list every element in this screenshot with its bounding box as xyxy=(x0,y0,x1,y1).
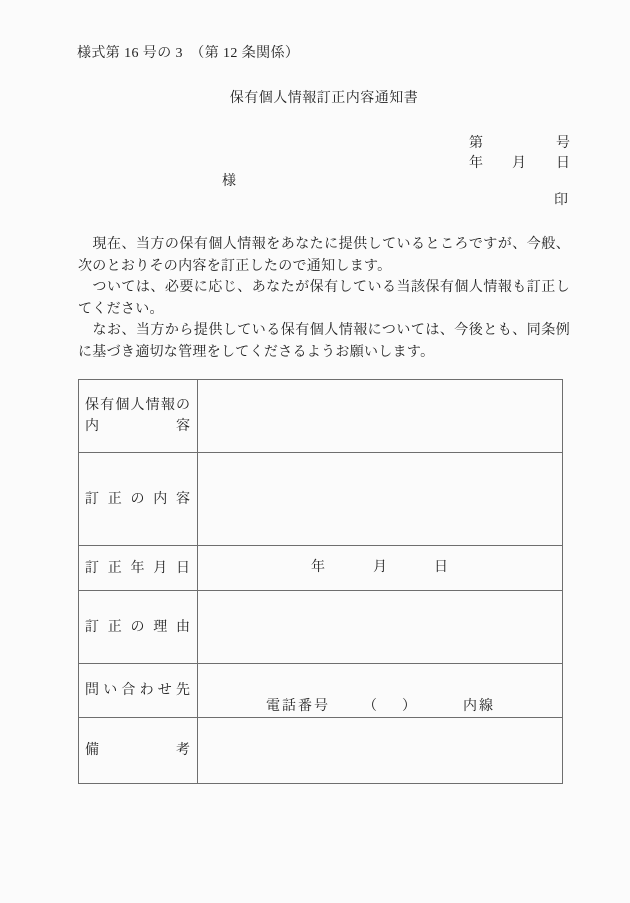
addressee-honorific: 様 xyxy=(222,174,236,189)
table-row-correction-reason xyxy=(79,591,563,664)
row-label: 備考 xyxy=(85,743,190,758)
paragraph-2: ついては、必要に応じ、あなたが保有している当該保有個人情報も訂正してください。 xyxy=(78,280,570,317)
row-label: 問い合わせ先 xyxy=(85,683,190,698)
row-label-cell xyxy=(79,664,198,718)
date-month-label: 月 xyxy=(512,156,526,171)
year-label: 年 xyxy=(311,560,325,575)
row-label-cell xyxy=(79,453,198,546)
form-number: 様式第 16 号の 3 （第 12 条関係） xyxy=(77,46,300,61)
table-row-remarks xyxy=(79,718,563,784)
table-row-correction-date xyxy=(79,546,563,591)
table-row-held-info-content xyxy=(79,380,563,453)
table-row-correction-content xyxy=(79,453,563,546)
day-label: 日 xyxy=(434,560,448,575)
row-label: 訂正の理由 xyxy=(85,619,190,635)
row-value-cell xyxy=(198,380,563,453)
row-label-cell xyxy=(79,718,198,784)
doc-number-suffix: 号 xyxy=(556,136,570,151)
phone-number-label: 電話番号 xyxy=(266,699,330,714)
month-label: 月 xyxy=(373,560,387,575)
row-label: 訂正年月日 xyxy=(85,560,190,576)
paren-open: （ xyxy=(363,699,377,714)
row-label-cell xyxy=(79,380,198,453)
paragraph-1: 現在、当方の保有個人情報をあなたに提供しているところですが、今般、次のとおりその内容を訂正したので通知します。 xyxy=(78,237,570,274)
row-value-cell xyxy=(198,546,563,591)
date-day-label: 日 xyxy=(556,156,570,171)
row-value-cell xyxy=(198,453,563,546)
extension-label: 内線 xyxy=(463,699,495,714)
doc-number-prefix: 第 xyxy=(469,136,483,151)
paragraph-3: なお、当方から提供している保有個人情報については、今後とも、同条例に基づき適切な管理をしてくださるようお願いします。 xyxy=(78,323,570,360)
row-label-cell xyxy=(79,546,198,591)
row-label-cell xyxy=(79,591,198,664)
row-label: 訂正の内容 xyxy=(85,491,190,507)
body-text xyxy=(78,234,570,363)
form-table xyxy=(78,379,563,784)
paren-close: ） xyxy=(402,699,416,714)
row-value-cell xyxy=(198,664,563,718)
seal-mark: 印 xyxy=(554,193,568,208)
table-row-contact xyxy=(79,664,563,718)
date-year-label: 年 xyxy=(469,156,483,171)
row-value-cell xyxy=(198,718,563,784)
row-label: 保有個人情報の内容 xyxy=(85,398,190,434)
document-title: 保有個人情報訂正内容通知書 xyxy=(229,91,419,106)
row-value-cell xyxy=(198,591,563,664)
